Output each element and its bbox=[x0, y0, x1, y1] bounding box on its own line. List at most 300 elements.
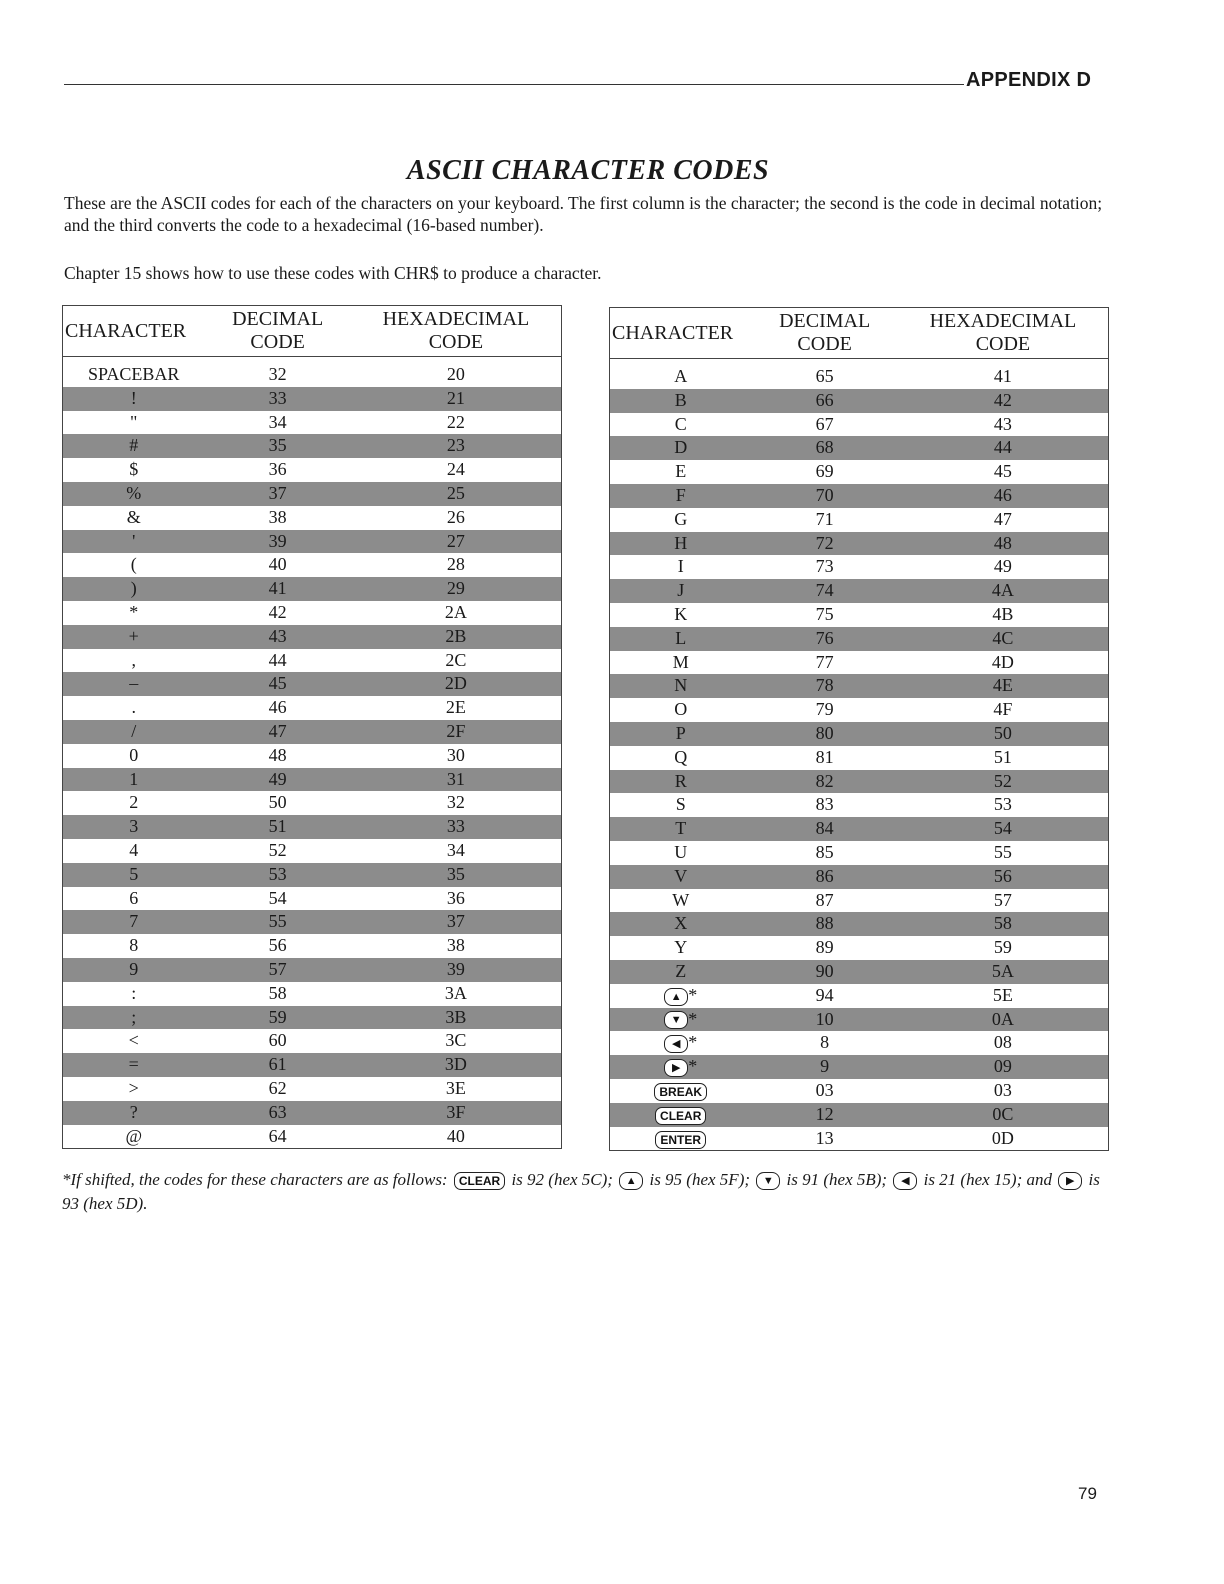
cell-decimal-code: 41 bbox=[204, 577, 350, 601]
table-row bbox=[63, 958, 562, 982]
cell-decimal-code: 75 bbox=[815, 603, 834, 624]
cell-character: C bbox=[674, 413, 687, 434]
table-row bbox=[63, 434, 562, 458]
cell-hex-code: 59 bbox=[993, 937, 1012, 958]
cell-character: = bbox=[63, 1053, 205, 1077]
cell-decimal-code: 88 bbox=[751, 912, 897, 936]
cell-hex-code: 3B bbox=[351, 1006, 562, 1030]
cell-decimal-code: 03 bbox=[815, 1079, 834, 1100]
cell-character: J bbox=[610, 579, 752, 603]
cell-hex-code: 33 bbox=[351, 815, 562, 839]
cell-hex-code: 28 bbox=[446, 554, 465, 575]
cell-character: + bbox=[63, 625, 205, 649]
ascii-table-left bbox=[62, 305, 562, 1149]
cell-hex-code: 30 bbox=[446, 744, 465, 765]
table-row bbox=[63, 1029, 562, 1053]
cell-hex-code: 45 bbox=[993, 461, 1012, 482]
cell-hex-code: 24 bbox=[446, 459, 465, 480]
table-row bbox=[610, 865, 1109, 889]
cell-decimal-code: 72 bbox=[751, 532, 897, 556]
break-key-icon: BREAK bbox=[654, 1083, 707, 1101]
cell-character: D bbox=[610, 436, 752, 460]
cell-character: W bbox=[672, 889, 690, 910]
cell-decimal-code: 47 bbox=[204, 720, 350, 744]
cell-character: R bbox=[610, 770, 752, 794]
cell-decimal-code: 38 bbox=[268, 506, 287, 527]
table-row bbox=[610, 674, 1109, 698]
cell-hex-code: 2E bbox=[445, 697, 466, 718]
cell-character: & bbox=[126, 506, 141, 527]
cell-character: U bbox=[674, 841, 688, 862]
table-row bbox=[63, 815, 562, 839]
cell-hex-code: 3A bbox=[444, 982, 467, 1003]
header-hex-line2: CODE bbox=[975, 333, 1031, 355]
cell-decimal-code: 55 bbox=[204, 910, 350, 934]
table-row bbox=[63, 1006, 562, 1030]
appendix-label: APPENDIX D bbox=[966, 69, 1092, 91]
chapter-note: Chapter 15 shows how to use these codes with CHR$ to produce a character. bbox=[64, 263, 602, 283]
cell-decimal-code: 85 bbox=[815, 841, 834, 862]
table-row bbox=[63, 887, 562, 911]
cell-character: 3 bbox=[63, 815, 205, 839]
cell-decimal-code: 83 bbox=[815, 794, 834, 815]
table-row bbox=[610, 436, 1109, 460]
header-hex-line1: HEXADECIMAL bbox=[929, 310, 1077, 332]
table-row bbox=[63, 1101, 562, 1125]
cell-character bbox=[610, 1031, 752, 1055]
cell-hex-code: 3D bbox=[351, 1053, 562, 1077]
table-row bbox=[610, 1103, 1109, 1127]
footnote-text-1: If shifted, the codes for these characters are as follows: bbox=[70, 1170, 448, 1189]
cell-hex-code: 21 bbox=[351, 387, 562, 411]
cell-decimal-code: 10 bbox=[751, 1008, 897, 1032]
page-title: ASCII CHARACTER CODES bbox=[406, 154, 770, 186]
intro-paragraph: These are the ASCII codes for each of the characters on your keyboard. The first column is the character; the second is the code in decimal notation; and the third converts the code to a hexadecimal (16-based number). bbox=[64, 193, 1103, 235]
ascii-table-right bbox=[609, 307, 1109, 1151]
left-arrow-key-icon: ◀ bbox=[893, 1172, 917, 1190]
cell-hex-code: 09 bbox=[898, 1055, 1109, 1079]
up-arrow-key-icon: ▲ bbox=[664, 988, 688, 1006]
cell-decimal-code: 56 bbox=[268, 935, 287, 956]
cell-hex-code: 4A bbox=[898, 579, 1109, 603]
cell-hex-code: 2A bbox=[444, 601, 467, 622]
table-row bbox=[63, 672, 562, 696]
cell-character bbox=[610, 1103, 752, 1127]
cell-hex-code: 50 bbox=[898, 722, 1109, 746]
table-row bbox=[610, 627, 1109, 651]
cell-character: @ bbox=[125, 1125, 143, 1146]
table-row bbox=[610, 532, 1109, 556]
cell-decimal-code: 67 bbox=[815, 413, 834, 434]
header-decimal-line2: CODE bbox=[797, 333, 852, 355]
cell-hex-code: 08 bbox=[993, 1032, 1012, 1053]
cell-character: 6 bbox=[129, 887, 139, 908]
table-row bbox=[63, 411, 562, 435]
cell-decimal-code: 94 bbox=[815, 984, 834, 1005]
cell-character: M bbox=[672, 651, 689, 672]
cell-hex-code: 3E bbox=[445, 1077, 466, 1098]
cell-decimal-code: 34 bbox=[268, 411, 287, 432]
table-row bbox=[610, 579, 1109, 603]
table-row bbox=[610, 889, 1109, 913]
cell-decimal-code: 63 bbox=[204, 1101, 350, 1125]
table-header-row bbox=[63, 306, 562, 357]
cell-hex-code: 46 bbox=[898, 484, 1109, 508]
cell-character: Z bbox=[610, 960, 752, 984]
cell-character: T bbox=[610, 817, 752, 841]
cell-decimal-code: 35 bbox=[204, 434, 350, 458]
cell-character bbox=[610, 1079, 752, 1103]
table-row bbox=[63, 387, 562, 411]
cell-character bbox=[610, 1008, 752, 1032]
cell-decimal-code: 45 bbox=[204, 672, 350, 696]
cell-decimal-code: 59 bbox=[204, 1006, 350, 1030]
cell-character: ( bbox=[130, 554, 137, 575]
cell-hex-code: 2C bbox=[445, 649, 467, 670]
table-row bbox=[610, 722, 1109, 746]
cell-decimal-code: 62 bbox=[268, 1077, 287, 1098]
cell-hex-code: 36 bbox=[446, 887, 465, 908]
table-row bbox=[63, 910, 562, 934]
cell-decimal-code: 82 bbox=[751, 770, 897, 794]
page-number: 79 bbox=[1078, 1484, 1097, 1503]
cell-decimal-code: 84 bbox=[751, 817, 897, 841]
table-row bbox=[610, 1055, 1109, 1079]
cell-character: 7 bbox=[63, 910, 205, 934]
cell-decimal-code: 13 bbox=[815, 1127, 834, 1148]
cell-decimal-code: 65 bbox=[815, 366, 834, 386]
cell-decimal-code: 40 bbox=[268, 554, 287, 575]
footnote-text-6: is 93 (hex 5D). bbox=[62, 1170, 1100, 1213]
cell-hex-code: 03 bbox=[993, 1079, 1012, 1100]
table-row bbox=[610, 603, 1109, 627]
table-row bbox=[610, 389, 1109, 413]
table-row bbox=[610, 912, 1109, 936]
cell-hex-code: 56 bbox=[898, 865, 1109, 889]
cell-hex-code: 42 bbox=[898, 389, 1109, 413]
cell-decimal-code: 60 bbox=[268, 1030, 287, 1051]
cell-decimal-code: 74 bbox=[751, 579, 897, 603]
cell-decimal-code: 87 bbox=[815, 889, 834, 910]
footnote-star: * bbox=[62, 1170, 71, 1189]
down-arrow-key-icon: ▼ bbox=[664, 1011, 688, 1029]
cell-decimal-code: 48 bbox=[268, 744, 287, 765]
cell-decimal-code: 44 bbox=[268, 649, 287, 670]
cell-character: Q bbox=[674, 746, 688, 767]
cell-character: I bbox=[677, 556, 684, 577]
cell-hex-code: 37 bbox=[351, 910, 562, 934]
cell-character: E bbox=[675, 461, 687, 482]
table-row bbox=[63, 720, 562, 744]
table-row bbox=[610, 460, 1109, 484]
table-row bbox=[610, 698, 1109, 722]
table-row bbox=[610, 651, 1109, 675]
cell-decimal-code: 39 bbox=[204, 530, 350, 554]
table-row bbox=[63, 982, 562, 1006]
cell-character bbox=[610, 1055, 752, 1079]
cell-character: , bbox=[131, 649, 136, 670]
cell-character: 2 bbox=[129, 792, 139, 813]
cell-decimal-code: 66 bbox=[751, 389, 897, 413]
cell-decimal-code: 9 bbox=[751, 1055, 897, 1079]
footnote-text-4: is 91 (hex 5B); bbox=[786, 1170, 888, 1189]
cell-hex-code: 23 bbox=[351, 434, 562, 458]
cell-decimal-code: 76 bbox=[751, 627, 897, 651]
cell-decimal-code: 73 bbox=[815, 556, 834, 577]
table-row bbox=[610, 841, 1109, 865]
table-row bbox=[63, 506, 562, 530]
ascii-table-right-body bbox=[610, 359, 1109, 1151]
cell-hex-code: 40 bbox=[446, 1125, 465, 1146]
cell-decimal-code: 42 bbox=[268, 601, 287, 622]
cell-hex-code: 26 bbox=[446, 506, 465, 527]
cell-decimal-code: 57 bbox=[204, 958, 350, 982]
cell-decimal-code: 32 bbox=[268, 364, 287, 384]
clear-key-icon: CLEAR bbox=[454, 1172, 505, 1190]
cell-character: ; bbox=[63, 1006, 205, 1030]
header-hex-code bbox=[351, 306, 562, 357]
cell-decimal-code: 69 bbox=[815, 461, 834, 482]
cell-character bbox=[610, 1127, 752, 1151]
cell-hex-code: 4C bbox=[898, 627, 1109, 651]
cell-decimal-code: 89 bbox=[815, 937, 834, 958]
cell-character: 4 bbox=[129, 839, 139, 860]
cell-decimal-code: 70 bbox=[751, 484, 897, 508]
table-row bbox=[63, 357, 562, 387]
cell-character: S bbox=[675, 794, 686, 815]
cell-hex-code: 54 bbox=[898, 817, 1109, 841]
cell-hex-code: 4D bbox=[991, 651, 1014, 672]
cell-hex-code: 5A bbox=[898, 960, 1109, 984]
cell-decimal-code: 71 bbox=[815, 508, 834, 529]
cell-decimal-code: 52 bbox=[268, 839, 287, 860]
cell-character: O bbox=[674, 699, 688, 720]
table-row bbox=[610, 960, 1109, 984]
cell-hex-code: 0C bbox=[898, 1103, 1109, 1127]
table-row bbox=[610, 746, 1109, 770]
cell-hex-code: 41 bbox=[993, 366, 1012, 386]
cell-hex-code: 22 bbox=[446, 411, 465, 432]
cell-character: # bbox=[63, 434, 205, 458]
cell-character: N bbox=[610, 674, 752, 698]
table-row bbox=[63, 791, 562, 815]
cell-hex-code: 53 bbox=[993, 794, 1012, 815]
right-arrow-key-icon: ▶ bbox=[1058, 1172, 1082, 1190]
table-row bbox=[63, 1077, 562, 1101]
cell-character: L bbox=[610, 627, 752, 651]
cell-decimal-code: 90 bbox=[751, 960, 897, 984]
cell-character: P bbox=[610, 722, 752, 746]
footnote-marker: * bbox=[688, 1032, 698, 1053]
cell-hex-code: 2F bbox=[351, 720, 562, 744]
footnote-marker: * bbox=[688, 1008, 698, 1029]
header-character: CHARACTER bbox=[63, 306, 205, 357]
cell-hex-code: 44 bbox=[898, 436, 1109, 460]
cell-character: : bbox=[131, 982, 137, 1003]
table-row bbox=[610, 817, 1109, 841]
cell-hex-code: 49 bbox=[993, 556, 1012, 577]
cell-character: ' bbox=[63, 530, 205, 554]
cell-character: < bbox=[128, 1030, 139, 1051]
table-row bbox=[610, 770, 1109, 794]
cell-character: / bbox=[63, 720, 205, 744]
ascii-table-left-body bbox=[63, 357, 562, 1149]
cell-decimal-code: 77 bbox=[815, 651, 834, 672]
header-hex-line2: CODE bbox=[428, 331, 484, 353]
cell-hex-code: 2B bbox=[351, 625, 562, 649]
table-row bbox=[610, 1127, 1109, 1151]
table-row bbox=[610, 1079, 1109, 1103]
cell-character: V bbox=[610, 865, 752, 889]
table-row bbox=[63, 768, 562, 792]
cell-character: 5 bbox=[63, 863, 205, 887]
cell-decimal-code: 8 bbox=[820, 1032, 830, 1053]
cell-hex-code: 43 bbox=[993, 413, 1012, 434]
cell-character: A bbox=[674, 366, 688, 386]
table-row bbox=[610, 793, 1109, 817]
cell-character: F bbox=[610, 484, 752, 508]
cell-decimal-code: 50 bbox=[268, 792, 287, 813]
cell-hex-code: 0A bbox=[898, 1008, 1109, 1032]
cell-decimal-code: 12 bbox=[751, 1103, 897, 1127]
cell-decimal-code: 80 bbox=[751, 722, 897, 746]
cell-hex-code: 35 bbox=[351, 863, 562, 887]
footnote-text-3: is 95 (hex 5F); bbox=[649, 1170, 751, 1189]
cell-character: – bbox=[63, 672, 205, 696]
header-decimal-line2: CODE bbox=[250, 331, 305, 353]
cell-character: Y bbox=[674, 937, 688, 958]
table-row bbox=[63, 577, 562, 601]
table-row bbox=[610, 359, 1109, 389]
cell-hex-code: 25 bbox=[351, 482, 562, 506]
cell-character: B bbox=[610, 389, 752, 413]
cell-decimal-code: 54 bbox=[268, 887, 287, 908]
cell-hex-code: 39 bbox=[351, 958, 562, 982]
cell-character: H bbox=[610, 532, 752, 556]
cell-hex-code: 52 bbox=[898, 770, 1109, 794]
cell-decimal-code: 37 bbox=[204, 482, 350, 506]
table-row bbox=[63, 1053, 562, 1077]
header-decimal-code bbox=[751, 308, 897, 359]
cell-decimal-code: 49 bbox=[204, 768, 350, 792]
left-arrow-key-icon: ◀ bbox=[664, 1035, 688, 1053]
header-character: CHARACTER bbox=[610, 308, 752, 359]
table-row bbox=[63, 553, 562, 577]
table-row bbox=[610, 1008, 1109, 1032]
cell-hex-code: 31 bbox=[351, 768, 562, 792]
cell-decimal-code: 46 bbox=[268, 697, 287, 718]
table-row bbox=[610, 555, 1109, 579]
cell-hex-code: 58 bbox=[898, 912, 1109, 936]
table-header-row bbox=[610, 308, 1109, 359]
footnote-text-2: is 92 (hex 5C); bbox=[511, 1170, 613, 1189]
cell-hex-code: 4E bbox=[898, 674, 1109, 698]
cell-decimal-code: 53 bbox=[204, 863, 350, 887]
cell-hex-code: 55 bbox=[993, 841, 1012, 862]
table-row bbox=[63, 482, 562, 506]
footnote-marker: * bbox=[688, 984, 698, 1005]
cell-hex-code: 57 bbox=[993, 889, 1012, 910]
table-row bbox=[63, 458, 562, 482]
cell-character: " bbox=[130, 411, 138, 432]
cell-character: > bbox=[128, 1077, 139, 1098]
cell-hex-code: 3F bbox=[351, 1101, 562, 1125]
cell-hex-code: 4F bbox=[993, 699, 1013, 720]
cell-character: 0 bbox=[129, 744, 139, 765]
cell-character: % bbox=[63, 482, 205, 506]
down-arrow-key-icon: ▼ bbox=[756, 1172, 780, 1190]
cell-decimal-code: 78 bbox=[751, 674, 897, 698]
table-row bbox=[610, 413, 1109, 437]
cell-decimal-code: 43 bbox=[204, 625, 350, 649]
header-decimal-line1: DECIMAL bbox=[232, 308, 324, 330]
cell-hex-code: 27 bbox=[351, 530, 562, 554]
table-row bbox=[63, 934, 562, 958]
cell-character: 9 bbox=[63, 958, 205, 982]
table-row bbox=[63, 649, 562, 673]
table-row bbox=[610, 936, 1109, 960]
cell-hex-code: 48 bbox=[898, 532, 1109, 556]
footnote-marker: * bbox=[688, 1056, 698, 1077]
cell-decimal-code: 79 bbox=[815, 699, 834, 720]
cell-character: ? bbox=[63, 1101, 205, 1125]
cell-hex-code: 4B bbox=[992, 603, 1014, 624]
cell-character: G bbox=[674, 508, 688, 529]
cell-hex-code: 29 bbox=[351, 577, 562, 601]
cell-hex-code: 47 bbox=[993, 508, 1012, 529]
footnote-text-5: is 21 (hex 15); and bbox=[923, 1170, 1053, 1189]
clear-key-icon: CLEAR bbox=[655, 1107, 706, 1125]
cell-hex-code: 38 bbox=[446, 935, 465, 956]
cell-character bbox=[610, 984, 752, 1008]
cell-character: SPACEBAR bbox=[88, 364, 180, 384]
cell-decimal-code: 51 bbox=[204, 815, 350, 839]
footnote bbox=[62, 1168, 1112, 1216]
cell-decimal-code: 61 bbox=[204, 1053, 350, 1077]
cell-hex-code: 51 bbox=[993, 746, 1012, 767]
cell-hex-code: 32 bbox=[446, 792, 465, 813]
table-row bbox=[610, 484, 1109, 508]
table-row bbox=[63, 839, 562, 863]
up-arrow-key-icon: ▲ bbox=[619, 1172, 643, 1190]
cell-decimal-code: 86 bbox=[751, 865, 897, 889]
cell-character: . bbox=[131, 697, 136, 718]
table-row bbox=[63, 530, 562, 554]
enter-key-icon: ENTER bbox=[655, 1131, 706, 1149]
cell-decimal-code: 68 bbox=[751, 436, 897, 460]
cell-hex-code: 34 bbox=[446, 839, 465, 860]
header-hex-code bbox=[898, 308, 1109, 359]
table-row bbox=[63, 625, 562, 649]
header-rule bbox=[64, 84, 964, 85]
header-decimal-code bbox=[204, 306, 350, 357]
table-row bbox=[63, 1125, 562, 1149]
cell-character: ! bbox=[63, 387, 205, 411]
right-arrow-key-icon: ▶ bbox=[664, 1059, 688, 1077]
table-row bbox=[63, 696, 562, 720]
header-decimal-line1: DECIMAL bbox=[779, 310, 871, 332]
cell-character: $ bbox=[129, 459, 139, 480]
cell-decimal-code: 58 bbox=[268, 982, 287, 1003]
cell-decimal-code: 36 bbox=[268, 459, 287, 480]
cell-decimal-code: 33 bbox=[204, 387, 350, 411]
cell-hex-code: 3C bbox=[445, 1030, 467, 1051]
table-row bbox=[610, 1031, 1109, 1055]
cell-character: 8 bbox=[129, 935, 139, 956]
cell-character: ) bbox=[63, 577, 205, 601]
cell-hex-code: 0D bbox=[991, 1127, 1014, 1148]
header-hex-line1: HEXADECIMAL bbox=[382, 308, 530, 330]
